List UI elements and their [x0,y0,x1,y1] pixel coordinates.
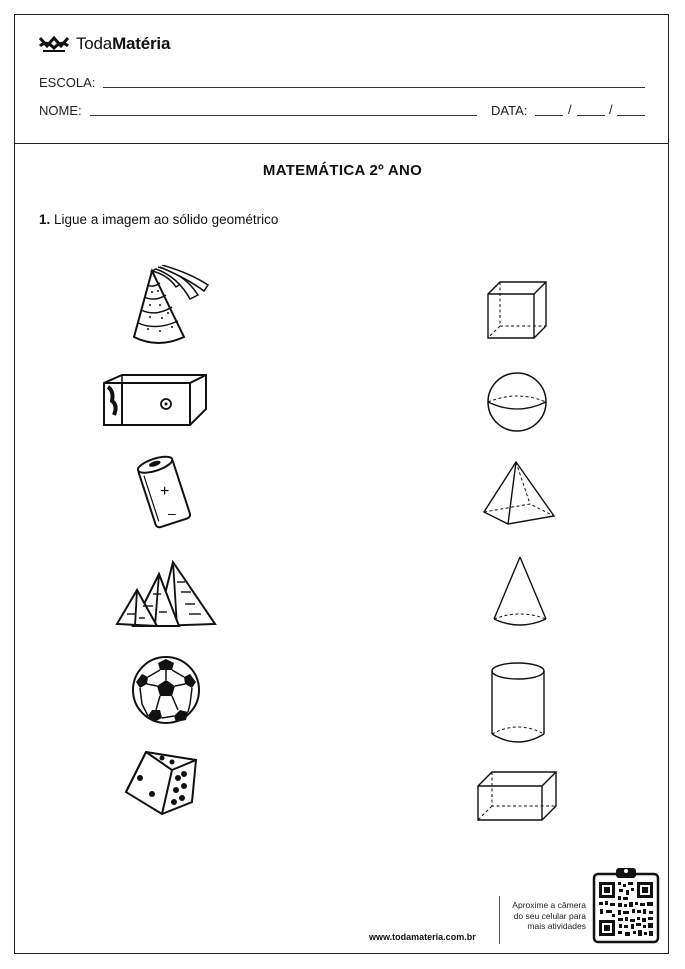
school-field[interactable] [103,87,645,88]
date-label: DATA: [491,103,528,118]
footer-url[interactable]: www.todamateria.com.br [369,932,476,942]
cylinder-icon [488,660,548,746]
question: 1. Ligue a imagem ao sólido geométrico [39,212,279,227]
rectangular-prism-icon [474,770,560,824]
pyramid-icon [480,458,560,528]
dice-icon [122,748,202,818]
name-field[interactable] [90,115,477,116]
qr-caption: Aproxime a câmera do seu celular para mais atividades [512,900,586,931]
soccer-ball-icon [130,654,202,726]
date-day-field[interactable] [535,115,563,116]
battery-icon [130,452,200,532]
cone-icon [490,553,550,633]
date-year-field[interactable] [617,115,645,116]
battery-minus: – [168,505,176,521]
page-frame [14,14,669,954]
date-separator: / [609,102,613,117]
todamateria-logo-icon [38,34,70,54]
brand [38,34,170,54]
footer-divider [499,896,500,944]
worksheet-title: MATEMÁTICA 2º ANO [262,162,423,179]
brand-name: TodaMatéria [76,34,171,53]
date-month-field[interactable] [577,115,605,116]
name-label: NOME: [39,103,82,118]
pyramids-icon [115,558,220,630]
date-separator: / [568,102,572,117]
qr-code-icon[interactable] [592,866,660,944]
party-hat-icon [128,265,218,350]
cube-icon [484,280,550,342]
sphere-icon [484,370,550,434]
box-icon [100,373,210,429]
battery-plus: + [160,483,170,500]
school-label: ESCOLA: [39,75,96,90]
